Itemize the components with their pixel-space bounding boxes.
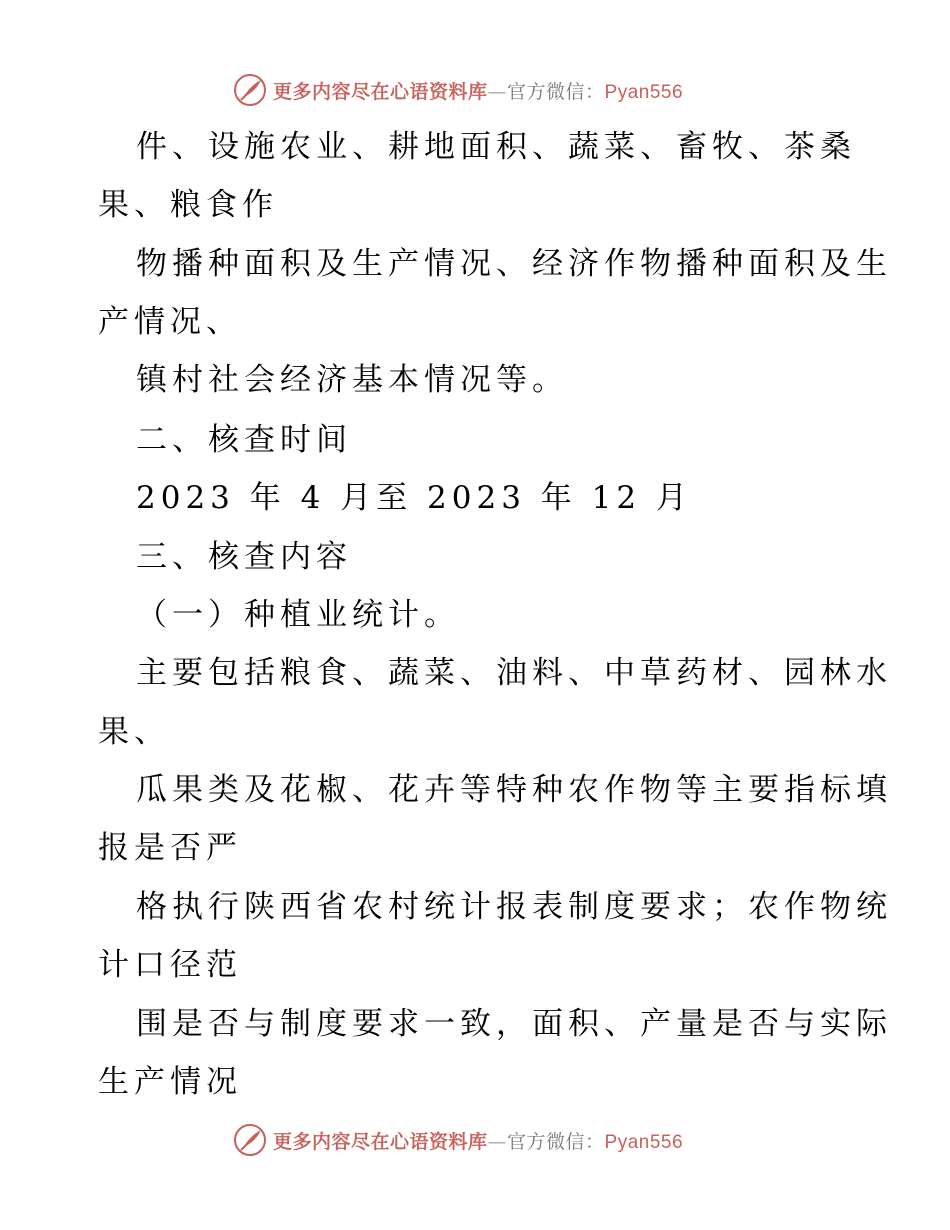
header-watermark	[233, 72, 683, 108]
body-line: 围是否与制度要求一致，面积、产量是否与实际	[136, 1006, 892, 1042]
body-line: 主要包括粮食、蔬菜、油料、中草药材、园林水	[136, 655, 892, 691]
body-line: 镇村社会经济基本情况等。	[136, 362, 568, 398]
body-line: 产情况、	[98, 304, 242, 340]
body-line: 生产情况	[98, 1064, 242, 1100]
body-line: 件、设施农业、耕地面积、蔬菜、畜牧、茶桑	[136, 129, 856, 165]
body-line: 2023 年 4 月至 2023 年 12 月	[136, 480, 692, 516]
header-separator: —	[487, 80, 508, 103]
feather-quill-icon	[233, 73, 267, 107]
header-wechat-account: Pyan556	[604, 81, 684, 103]
body-line: 计口径范	[98, 947, 242, 983]
body-line: 物播种面积及生产情况、经济作物播种面积及生	[136, 246, 892, 282]
subsection-heading: （一）种植业统计。	[136, 597, 460, 633]
body-line: 报是否严	[98, 830, 242, 866]
footer-wechat-account: Pyan556	[604, 1131, 684, 1153]
footer-watermark	[233, 1122, 683, 1158]
body-line: 瓜果类及花椒、花卉等特种农作物等主要指标填	[136, 772, 892, 808]
feather-quill-icon	[233, 1123, 267, 1157]
footer-watermark-text	[273, 1127, 683, 1154]
footer-separator: —	[487, 1130, 508, 1153]
body-line: 果、	[98, 714, 170, 750]
header-wechat-label: 官方微信：	[507, 80, 605, 103]
section-heading: 三、核查内容	[136, 539, 352, 575]
header-promo-text: 更多内容尽在心语资料库	[273, 80, 488, 103]
header-watermark-text	[273, 77, 683, 104]
section-heading: 二、核查时间	[136, 422, 352, 458]
body-line: 果、粮食作	[98, 187, 278, 223]
footer-promo-text: 更多内容尽在心语资料库	[273, 1130, 488, 1153]
body-line: 格执行陕西省农村统计报表制度要求；农作物统	[136, 889, 892, 925]
footer-wechat-label: 官方微信：	[507, 1130, 605, 1153]
